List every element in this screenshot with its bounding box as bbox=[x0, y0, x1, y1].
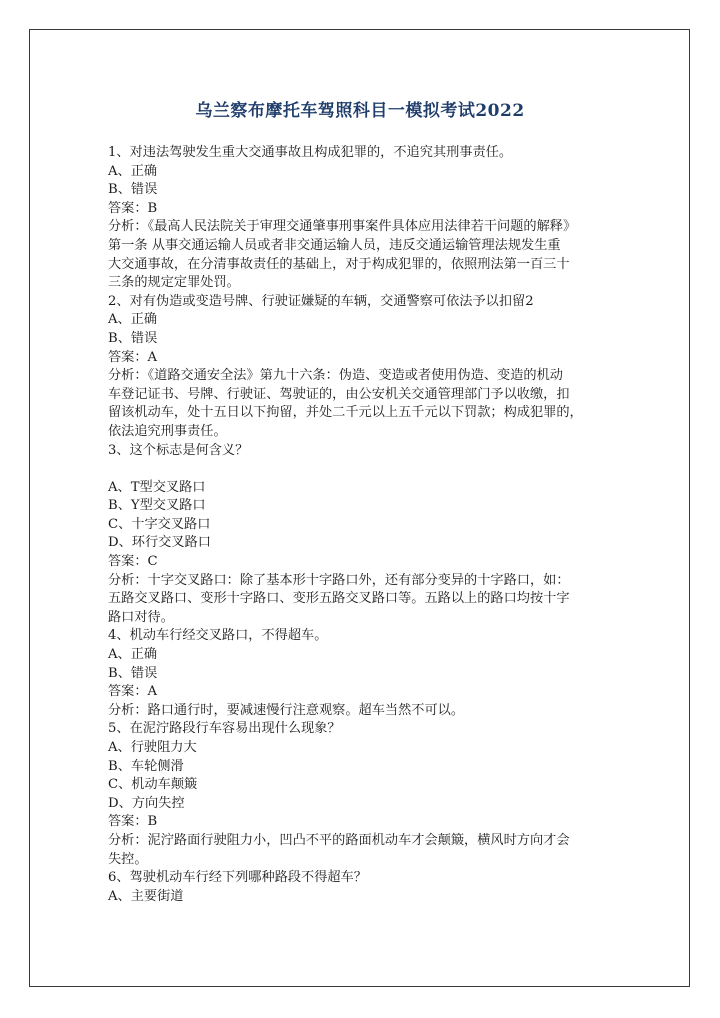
analysis-line: 五路交叉路口、变形十字路口、变形五路交叉路口等。五路以上的路口均按十字 bbox=[108, 591, 570, 607]
question-stem: 5、在泥泞路段行车容易出现什么现象？ bbox=[108, 721, 341, 737]
question-stem: 2、对有伪造或变造号牌、行驶证嫌疑的车辆，交通警察可依法予以扣留2 bbox=[108, 293, 534, 309]
option-d: D、方向失控 bbox=[108, 795, 185, 811]
analysis-line: 第一条 从事交通运输人员或者非交通运输人员，违反交通运输管理法规发生重 bbox=[108, 237, 561, 253]
analysis-line: 分析：十字交叉路口：除了基本形十字路口外，还有部分变异的十字路口，如： bbox=[108, 572, 570, 588]
option-b: B、Y型交叉路口 bbox=[108, 498, 206, 514]
option-a: A、行驶阻力大 bbox=[108, 740, 197, 755]
option-d: D、环行交叉路口 bbox=[108, 535, 211, 551]
option-a: A、正确 bbox=[108, 163, 158, 179]
analysis-line: 三条的规定定罪处罚。 bbox=[108, 275, 240, 291]
question-4 bbox=[108, 627, 616, 720]
option-b: B、错误 bbox=[108, 330, 158, 346]
question-stem: 4、机动车行经交叉路口，不得超车。 bbox=[108, 628, 328, 644]
analysis-line: 留该机动车，处十五日以下拘留，并处二千元以上五千元以下罚款；构成犯罪的， bbox=[108, 405, 583, 421]
analysis-line: 路口对待。 bbox=[108, 609, 174, 625]
question-1 bbox=[108, 144, 616, 293]
question-2 bbox=[108, 293, 616, 442]
answer-text: 答案：C bbox=[108, 554, 158, 570]
analysis-line: 分析：路口通行时，要减速慢行注意观察。超车当然不可以。 bbox=[108, 702, 465, 718]
answer-text: 答案：B bbox=[108, 814, 158, 830]
option-a: A、主要街道 bbox=[108, 888, 184, 904]
option-a: A、正确 bbox=[108, 647, 158, 663]
document-title: 乌兰察布摩托车驾照科目一模拟考试2022 bbox=[195, 101, 525, 121]
analysis-line: 大交通事故，在分清事故责任的基础上，对于构成犯罪的，依照刑法第一百三十 bbox=[108, 256, 570, 272]
analysis-line: 失控。 bbox=[108, 851, 148, 867]
option-b: B、错误 bbox=[108, 182, 158, 198]
answer-text: 答案：A bbox=[108, 684, 158, 700]
analysis-line: 分析：《道路交通安全法》第九十六条：伪造、变造或者使用伪造、变造的机动 bbox=[108, 368, 563, 384]
option-a: A、T型交叉路口 bbox=[108, 479, 206, 495]
analysis-line: 分析：泥泞路面行驶阻力小，凹凸不平的路面机动车才会颠簸，横风时方向才会 bbox=[108, 832, 570, 848]
answer-text: 答案：B bbox=[108, 200, 158, 216]
sign-image-placeholder bbox=[108, 460, 616, 479]
option-c: C、十字交叉路口 bbox=[108, 516, 211, 532]
question-5 bbox=[108, 720, 616, 869]
analysis-line: 分析：《最高人民法院关于审理交通肇事刑事案件具体应用法律若干问题的解释》 bbox=[108, 219, 577, 235]
analysis-line: 车登记证书、号牌、行驶证、驾驶证的，由公安机关交通管理部门予以收缴，扣 bbox=[108, 386, 570, 402]
option-c: C、机动车颠簸 bbox=[108, 777, 198, 793]
question-stem: 3、这个标志是何含义？ bbox=[108, 442, 249, 458]
question-3 bbox=[108, 442, 616, 628]
answer-text: 答案：A bbox=[108, 349, 158, 365]
question-stem: 1、对违法驾驶发生重大交通事故且构成犯罪的，不追究其刑事责任。 bbox=[108, 145, 513, 160]
question-6 bbox=[108, 869, 616, 906]
option-b: B、错误 bbox=[108, 665, 158, 681]
question-list bbox=[108, 144, 616, 906]
option-a: A、正确 bbox=[108, 312, 158, 328]
analysis-line: 依法追究刑事责任。 bbox=[108, 423, 227, 439]
question-stem: 6、驾驶机动车行经下列哪种路段不得超车？ bbox=[108, 870, 367, 886]
option-b: B、车轮侧滑 bbox=[108, 758, 184, 774]
